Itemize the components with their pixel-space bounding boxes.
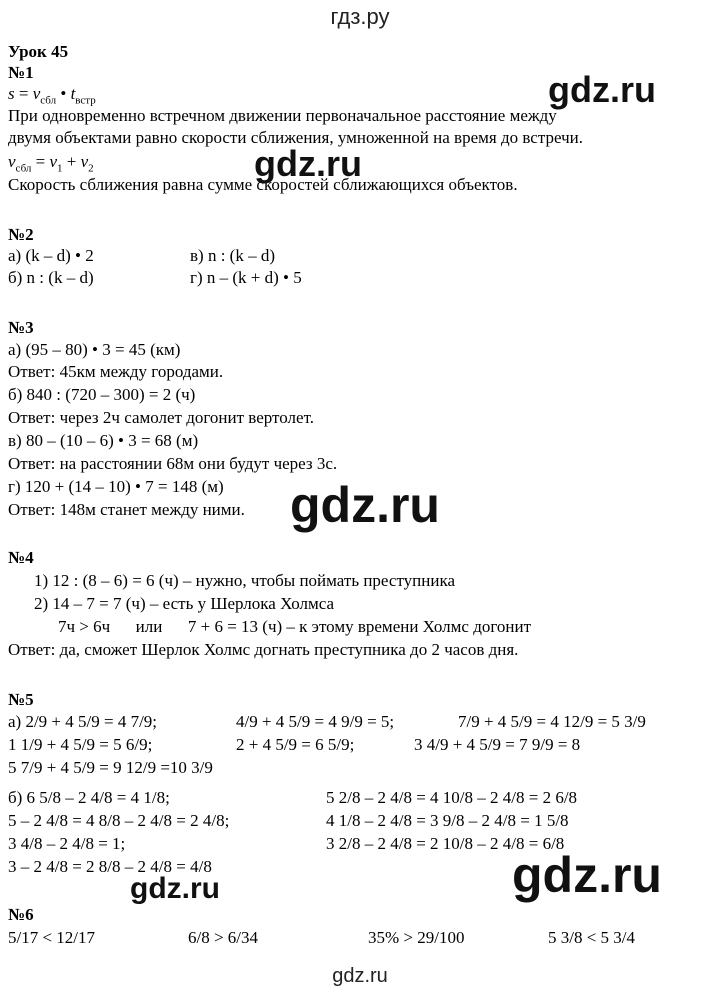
task-3-line: в) 80 – (10 – 6) • 3 = 68 (м) xyxy=(8,431,199,450)
task-3-line: Ответ: через 2ч самолет догонит вертолет. xyxy=(8,408,314,427)
task-4-step1: 1) 12 : (8 – 6) = 6 (ч) – нужно, чтобы поймать преступника xyxy=(34,571,455,590)
task-5-b-r3c2: 3 2/8 – 2 4/8 = 2 10/8 – 2 4/8 = 6/8 xyxy=(326,834,565,853)
formula2-v1: v xyxy=(49,152,58,171)
watermark: gdz.ru xyxy=(130,872,220,905)
task-5-b-r4c1: 3 – 2 4/8 = 2 8/8 – 2 4/8 = 4/8 xyxy=(8,857,212,876)
formula-v-sub: сбл xyxy=(40,94,57,107)
formula2-v2: v xyxy=(80,152,89,171)
task-1-text-line1: При одновременно встречном движении первоначальное расстояние между xyxy=(8,106,557,125)
task-2-b: б) n : (k – d) xyxy=(8,268,94,287)
task-5-a-r1c2: 4/9 + 4 5/9 = 4 9/9 = 5; xyxy=(236,712,395,731)
task-3-line: а) (95 – 80) • 3 = 45 (км) xyxy=(8,340,181,359)
watermark: gdz.ru xyxy=(512,847,662,903)
task-2-heading: №2 xyxy=(8,225,34,244)
task-3-line: Ответ: 148м станет между ними. xyxy=(8,500,245,519)
task-5-b-r3c1: 3 4/8 – 2 4/8 = 1; xyxy=(8,834,126,853)
task-4-step2: 2) 14 – 7 = 7 (ч) – есть у Шерлока Холмса xyxy=(34,594,335,613)
task-3-line: Ответ: на расстоянии 68м они будут через 3с. xyxy=(8,454,338,473)
task-6-compare-2: 6/8 > 6/34 xyxy=(188,928,259,947)
task-5-a-r2c2: 2 + 4 5/9 = 6 5/9; xyxy=(236,735,355,754)
footer-site: gdz.ru xyxy=(332,965,388,987)
task-1-text-line2: двумя объектами равно скорости сближения, умноженной на время до встречи. xyxy=(8,128,583,147)
task-6-heading: №6 xyxy=(8,905,34,924)
task-3-line: г) 120 + (14 – 10) • 7 = 148 (м) xyxy=(8,477,224,496)
task-2-v: в) n : (k – d) xyxy=(190,246,275,265)
formula-s: s xyxy=(8,84,15,103)
task-5-b-r2c2: 4 1/8 – 2 4/8 = 3 9/8 – 2 4/8 = 1 5/8 xyxy=(326,811,569,830)
watermark: gdz.ru xyxy=(254,143,362,184)
formula-t-sub: встр xyxy=(75,94,96,107)
watermark: gdz.ru xyxy=(548,69,656,110)
formula2-v1-sub: 1 xyxy=(57,162,63,175)
task-5-a-r2c1: 1 1/9 + 4 5/9 = 5 6/9; xyxy=(8,735,153,754)
site-header-title: гдз.ру xyxy=(330,4,390,29)
task-3-heading: №3 xyxy=(8,318,34,337)
formula2-plus: + xyxy=(62,152,81,171)
task-2-a: а) (k – d) • 2 xyxy=(8,246,94,265)
task-5-b-r1c2: 5 2/8 – 2 4/8 = 4 10/8 – 2 4/8 = 2 6/8 xyxy=(326,788,578,807)
watermark: gdz.ru xyxy=(290,477,440,533)
task-6-compare-1: 5/17 < 12/17 xyxy=(8,928,96,947)
task-4-comparison: 7ч > 6ч или 7 + 6 = 13 (ч) – к этому времени Холмс догонит xyxy=(58,617,532,636)
formula2-v2-sub: 2 xyxy=(88,162,94,175)
task-3-line: б) 840 : (720 – 300) = 2 (ч) xyxy=(8,385,196,404)
task-1-heading: №1 xyxy=(8,63,34,82)
formula-dot: • xyxy=(56,84,71,103)
task-3-line: Ответ: 45км между городами. xyxy=(8,362,224,381)
task-5-heading: №5 xyxy=(8,690,34,709)
task-5-a-r1c3: 7/9 + 4 5/9 = 4 12/9 = 5 3/9 xyxy=(458,712,646,731)
formula-t: t xyxy=(70,84,76,103)
formula-v: v xyxy=(32,84,41,103)
task-5-a-r1c1: а) 2/9 + 4 5/9 = 4 7/9; xyxy=(8,712,158,731)
task-6-compare-4: 5 3/8 < 5 3/4 xyxy=(548,928,636,947)
task-5-a-r3c1: 5 7/9 + 4 5/9 = 9 12/9 =10 3/9 xyxy=(8,758,213,777)
lesson-title: Урок 45 xyxy=(8,42,69,61)
formula2-v-sub: сбл xyxy=(15,162,32,175)
formula-eq: = xyxy=(14,84,33,103)
task-5-b-r2c1: 5 – 2 4/8 = 4 8/8 – 2 4/8 = 2 4/8; xyxy=(8,811,230,830)
task-2-g: г) n – (k + d) • 5 xyxy=(190,268,302,287)
task-5-b-r1c1: б) 6 5/8 – 2 4/8 = 4 1/8; xyxy=(8,788,170,807)
task-4-heading: №4 xyxy=(8,548,34,567)
task-5-a-r2c3: 3 4/9 + 4 5/9 = 7 9/9 = 8 xyxy=(414,735,581,754)
formula2-v: v xyxy=(8,152,16,171)
task-6-compare-3: 35% > 29/100 xyxy=(368,928,465,947)
task-4-answer: Ответ: да, сможет Шерлок Холмс догнать преступника до 2 часов дня. xyxy=(8,640,519,659)
task-1-text2: Скорость сближения равна сумме скоростей сближающихся объектов. xyxy=(8,175,518,194)
formula2-eq: = xyxy=(31,152,50,171)
